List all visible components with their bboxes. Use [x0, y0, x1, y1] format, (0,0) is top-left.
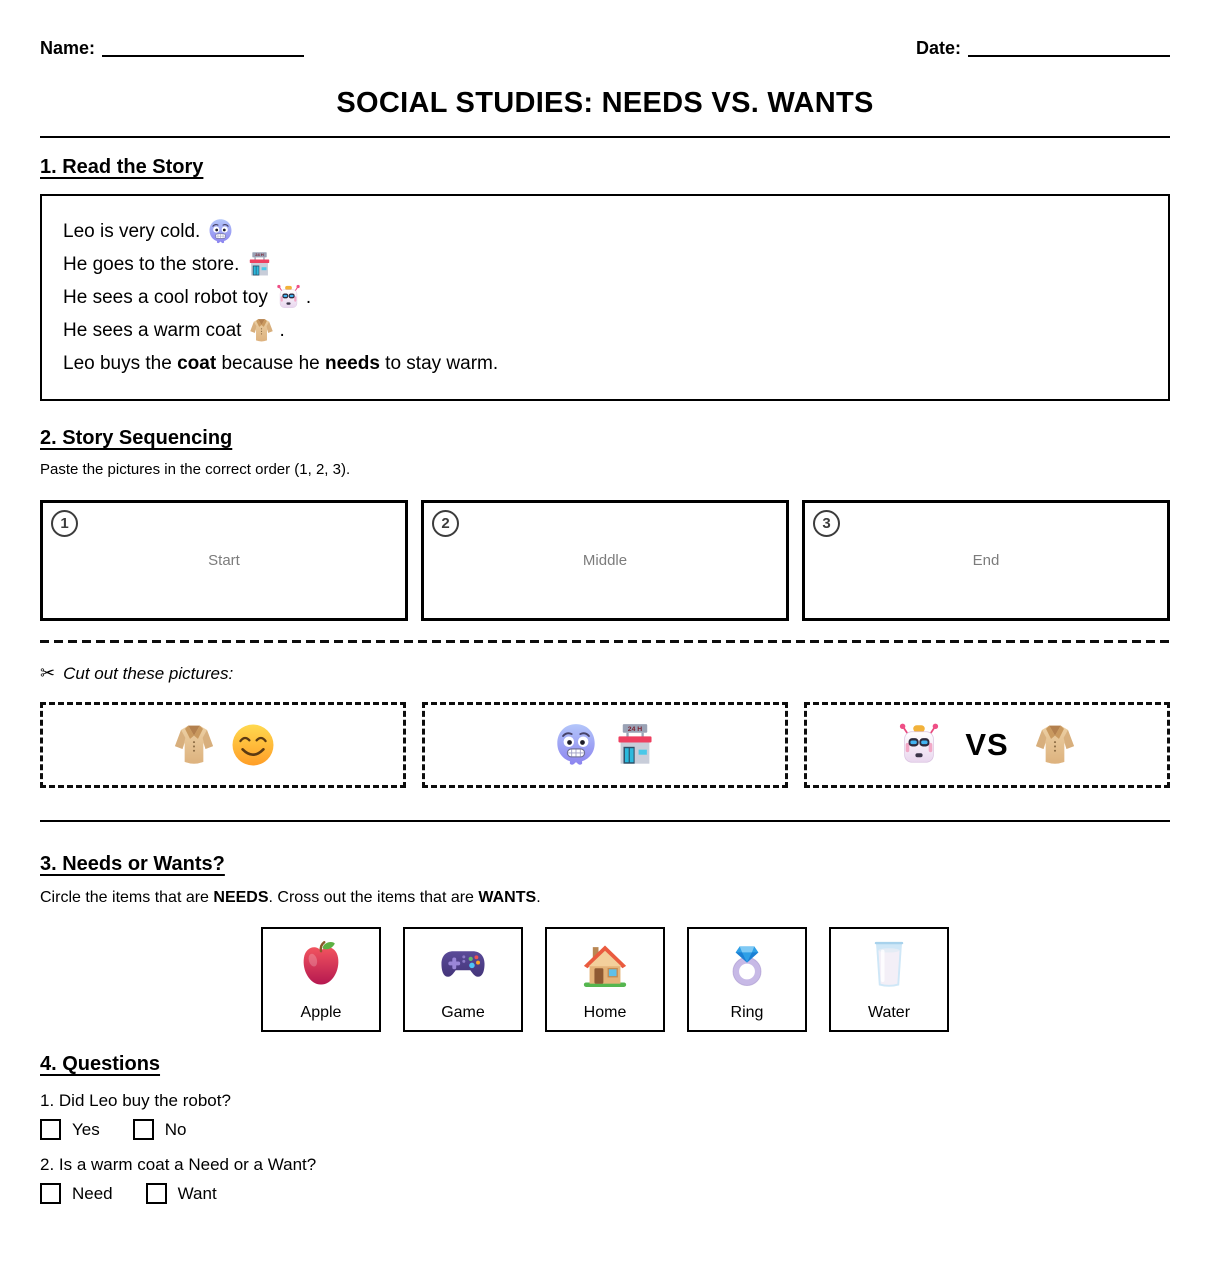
instruction-text: .: [536, 889, 541, 906]
convenience-store-icon: [612, 722, 658, 768]
cutout-box-cold-store: [422, 702, 788, 788]
story-box: [40, 194, 1170, 401]
item-label: Apple: [300, 1004, 342, 1021]
story-line-4: [63, 314, 1147, 347]
story-line-2: [63, 248, 1147, 281]
question-2-options: [40, 1183, 1170, 1204]
story-text: to stay warm.: [379, 353, 499, 374]
cutout-row: [40, 702, 1170, 788]
story-text: because he: [216, 353, 325, 374]
checkbox-label: No: [164, 1119, 187, 1139]
checkbox-yes[interactable]: [40, 1119, 61, 1140]
cold-face-icon: [207, 218, 234, 245]
item-card-apple[interactable]: [261, 927, 381, 1032]
house-icon: [579, 939, 631, 991]
question-2-text: 2. Is a warm coat a Need or a Want?: [40, 1155, 317, 1174]
story-line-1: [63, 215, 1147, 248]
option-want: [146, 1183, 217, 1204]
instruction-text-bold: WANTS: [478, 889, 537, 906]
item-label: Home: [583, 1004, 627, 1021]
checkbox-label: Need: [72, 1183, 113, 1203]
question-1-text: 1. Did Leo buy the robot?: [40, 1091, 231, 1110]
item-card-ring[interactable]: [687, 927, 807, 1032]
item-label: Ring: [730, 1004, 764, 1021]
cut-instruction: [40, 663, 1170, 684]
sequence-box-label: Middle: [582, 552, 628, 569]
instruction-text: Circle the items that are: [40, 889, 214, 906]
instruction-text: . Cross out the items that are: [268, 889, 479, 906]
coat-icon: [248, 317, 275, 344]
needs-wants-instruction: [40, 889, 1170, 907]
question-1-options: [40, 1119, 1170, 1140]
vs-label: VS: [965, 727, 1009, 762]
sequence-number-badge: 2: [432, 510, 459, 537]
checkbox-no[interactable]: [133, 1119, 154, 1140]
date-blank-line[interactable]: [968, 55, 1170, 57]
story-line-3: [63, 281, 1147, 314]
section-heading-needs-wants: 3. Needs or Wants?: [40, 853, 225, 875]
checkbox-need[interactable]: [40, 1183, 61, 1204]
scissors-icon: ✂: [40, 663, 56, 683]
item-label: Game: [441, 1004, 485, 1021]
ring-icon: [721, 939, 773, 991]
sequence-number-badge: 1: [51, 510, 78, 537]
sequence-box-end[interactable]: [802, 500, 1170, 621]
name-field: [40, 38, 304, 59]
option-yes: [40, 1119, 100, 1140]
sequence-box-label: End: [972, 552, 1000, 569]
sequence-number-badge: 3: [813, 510, 840, 537]
date-field: [916, 38, 1170, 59]
apple-icon: [295, 939, 347, 991]
robot-icon: [896, 722, 942, 768]
cutout-box-robot-vs-coat: [804, 702, 1170, 788]
cut-instruction-text: Cut out these pictures:: [63, 663, 234, 683]
convenience-store-icon: [246, 251, 273, 278]
cut-separator-line: [40, 640, 1170, 643]
story-text-bold: coat: [177, 353, 217, 374]
title-divider: [40, 136, 1170, 138]
robot-icon: [275, 284, 302, 311]
name-label: Name:: [40, 38, 96, 58]
coat-icon: [171, 722, 217, 768]
header: [40, 38, 1170, 59]
checkbox-want[interactable]: [146, 1183, 167, 1204]
story-line-5: [63, 347, 1147, 380]
date-label: Date:: [915, 38, 961, 58]
story-text: .: [279, 320, 285, 341]
checkbox-label: Want: [177, 1183, 217, 1203]
name-blank-line[interactable]: [102, 55, 304, 57]
item-card-game[interactable]: [403, 927, 523, 1032]
section-heading-read-story: 1. Read the Story: [40, 156, 204, 178]
game-controller-icon: [437, 939, 489, 991]
sequencing-instruction: Paste the pictures in the correct order (1, 2, 3).: [40, 461, 351, 478]
story-text-bold: needs: [324, 353, 380, 374]
item-card-water[interactable]: [829, 927, 949, 1032]
sequence-box-middle[interactable]: [421, 500, 789, 621]
item-label: Water: [867, 1004, 911, 1021]
section-divider: [40, 820, 1170, 822]
smiling-face-icon: [230, 722, 276, 768]
item-card-home[interactable]: [545, 927, 665, 1032]
cold-face-icon: [553, 722, 599, 768]
option-need: [40, 1183, 113, 1204]
sequencing-row: [40, 500, 1170, 621]
water-glass-icon: [863, 939, 915, 991]
instruction-text-bold: NEEDS: [213, 889, 269, 906]
story-text: He sees a cool robot toy: [63, 287, 268, 308]
story-text: Leo buys the: [63, 353, 178, 374]
story-text: He goes to the store.: [63, 254, 240, 275]
section-heading-questions: 4. Questions: [40, 1053, 161, 1075]
page-title: SOCIAL STUDIES: NEEDS VS. WANTS: [336, 87, 874, 119]
sequence-box-start[interactable]: [40, 500, 408, 621]
cutout-box-coat-smile: [40, 702, 406, 788]
story-text: He sees a warm coat: [63, 320, 242, 341]
coat-icon: [1032, 722, 1078, 768]
checkbox-label: Yes: [72, 1119, 100, 1139]
option-no: [133, 1119, 187, 1140]
sequence-box-label: Start: [208, 552, 240, 569]
items-row: [40, 927, 1170, 1032]
section-heading-sequencing: 2. Story Sequencing: [40, 427, 233, 449]
story-text: Leo is very cold.: [63, 221, 201, 242]
story-text: .: [305, 287, 312, 308]
